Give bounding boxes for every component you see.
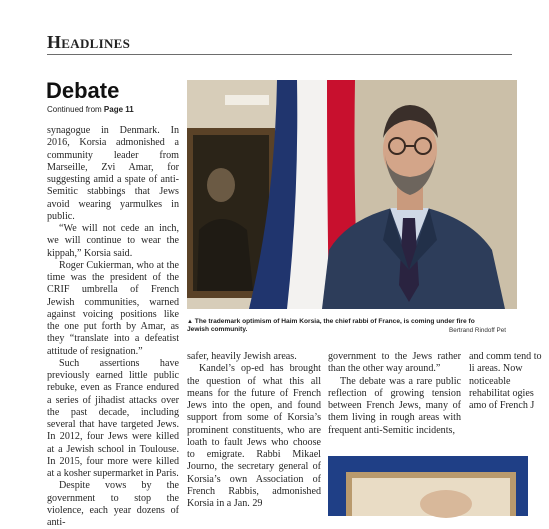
paragraph: “We will not cede an inch, we will continue to wear the kippah,” Korsia said. <box>47 223 179 259</box>
paragraph: synagogue in Denmark. In 2016, Korsia admonished a community leader from Marseille, Zvi Amar, for suggesting amid a spate of anti-Semitic stabbings that Jews avoid wearing yarmulkes in public. <box>47 125 179 222</box>
paragraph: Roger Cukierman, who at the time was the president of the CRIF umbrella of French Jewish communities, warned against voicing positions like the one put forth by Amar, as they “translate into a defeatist attitude of resignation.” <box>47 259 179 357</box>
paragraph: Such assertions have previously earned little public rebuke, even as France endured a series of jihadist attacks over the past decade, including several that have targeted Jews. In 2012, four Jews were killed at a Jewish school in Toulouse. In 2015, four more were killed at a kosher supermarket in Paris. <box>47 357 179 479</box>
paragraph: government to the Jews rather than the other way around.” <box>328 351 461 375</box>
paragraph: The debate was a rare public reflection of growing tension between French Jews, many of them living in rough areas with frequent anti-Semitic incidents, <box>328 375 461 436</box>
continued-page[interactable]: Page 11 <box>103 105 134 114</box>
continued-from <box>47 105 134 114</box>
body-column-2 <box>187 351 321 510</box>
body-column-1 <box>47 125 179 529</box>
paragraph: and comm tend to li areas. Now noticeable rehabilitat ogies amo of French J <box>469 351 542 411</box>
section-heading: Headlines <box>47 32 131 52</box>
article-title: Debate <box>46 78 120 103</box>
body-column-3 <box>328 351 461 437</box>
caption-text-line2: Jewish community. <box>187 326 248 333</box>
paragraph: Kandel’s op-ed has brought the question of what this all means for the future of French Jews into the open, and found support from some of Korsia’s prominent constituents, who are loath to fault Jews who choose to emigrate. Rabbi Mikael Journo, the secretary general of Korsia’s own Association of French Rabbis, admonished Korsia in a Jan. 29 <box>187 363 321 509</box>
article-photo <box>187 80 517 309</box>
photo-illustration <box>187 80 517 309</box>
paragraph: Despite vows by the government to stop the violence, each year dozens of anti- <box>47 480 179 528</box>
second-photo-illustration <box>328 456 528 516</box>
continued-prefix: Continued from <box>47 105 104 114</box>
caption-marker: ▲ <box>187 319 193 325</box>
paragraph: safer, heavily Jewish areas. <box>187 351 297 362</box>
header-rule <box>47 54 512 55</box>
second-photo <box>328 456 528 516</box>
photo-credit: Bertrand Rindoff Pet <box>449 327 506 334</box>
caption-text: The trademark optimism of Haim Korsia, the chief rabbi of France, is coming under fire fo <box>194 318 475 325</box>
body-column-4 <box>469 351 549 412</box>
